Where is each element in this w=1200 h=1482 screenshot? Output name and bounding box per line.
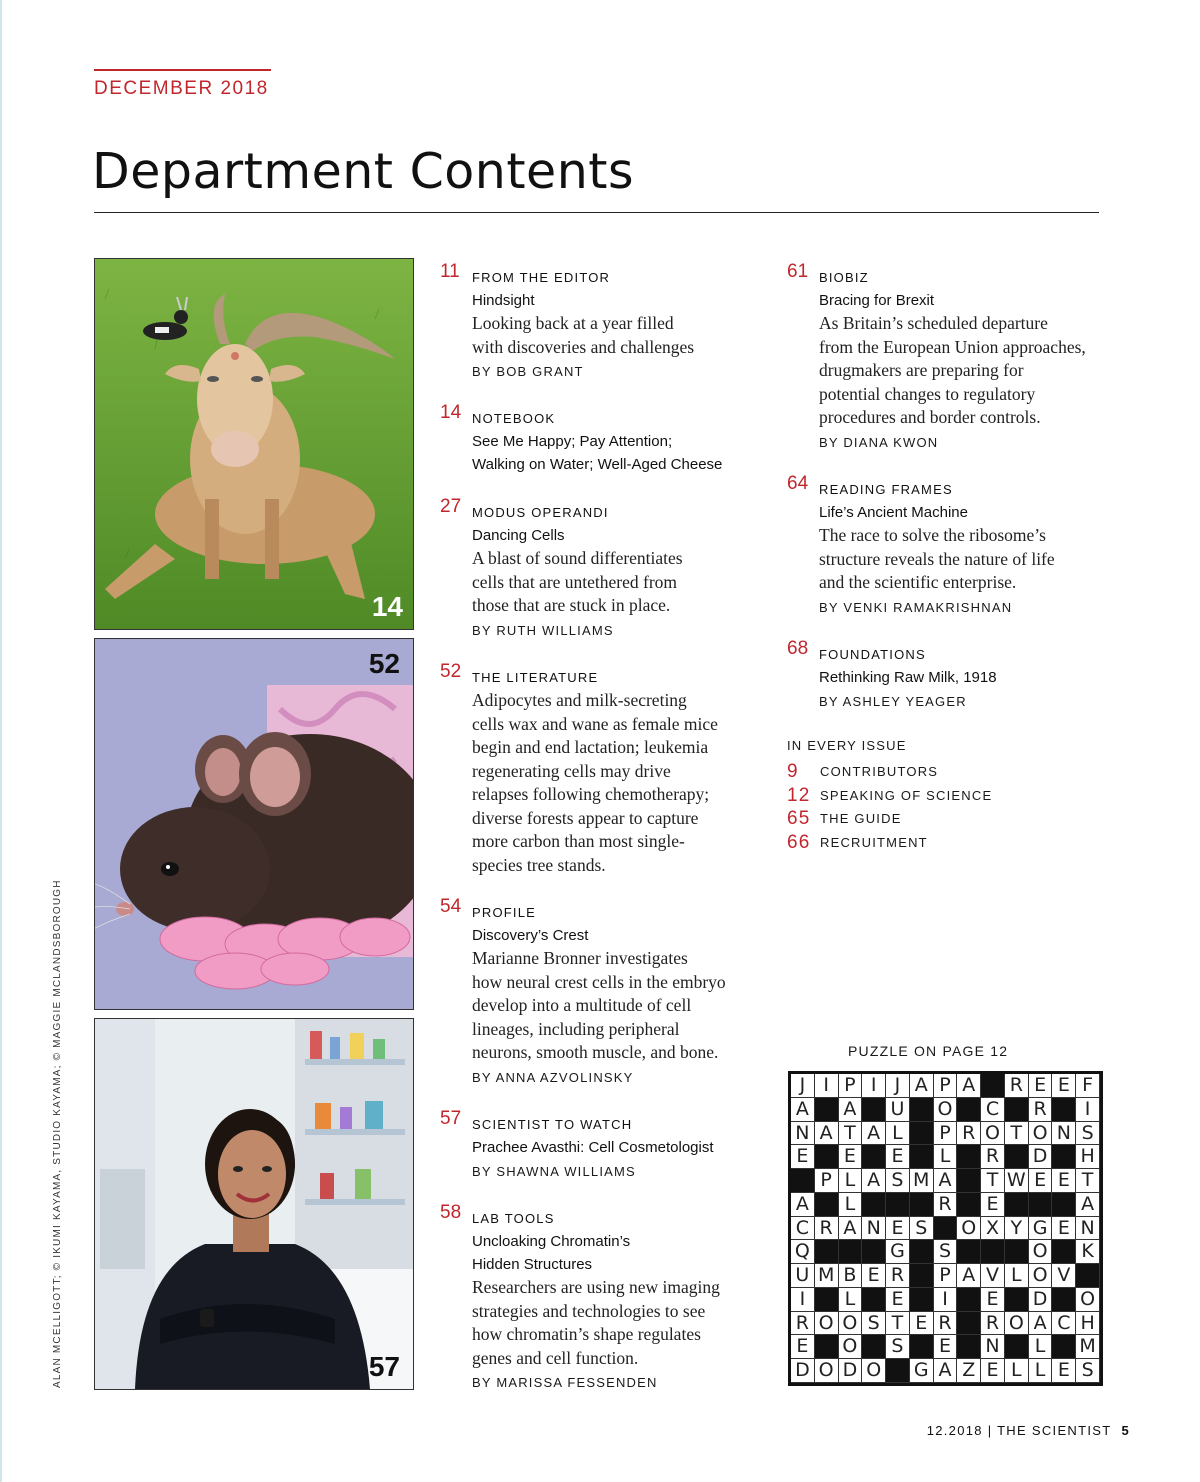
crossword-black-cell	[910, 1288, 934, 1312]
crossword-black-cell	[957, 1240, 981, 1264]
entry-byline: BY VENKI RAMAKRISHNAN	[819, 599, 1013, 615]
crossword-letter-cell: E	[1052, 1169, 1076, 1193]
entry-page: 58	[440, 1202, 462, 1223]
entry-dek: potential changes to regulatory	[819, 383, 1036, 404]
crossword-letter-cell: L	[1029, 1335, 1053, 1359]
crossword-letter-cell: A	[957, 1264, 981, 1288]
entry-byline: BY BOB GRANT	[472, 364, 584, 379]
crossword-black-cell	[886, 1193, 910, 1217]
entry-page: 27	[440, 496, 462, 517]
crossword-letter-cell: N	[862, 1217, 886, 1241]
crossword-black-cell	[839, 1240, 863, 1264]
footer-publication: THE SCIENTIST	[997, 1423, 1112, 1438]
entry-dek: diverse forests appear to capture	[472, 807, 699, 828]
entry-dek: Adipocytes and milk-secreting	[472, 690, 687, 710]
entry-page: 68	[787, 638, 809, 659]
crossword-letter-cell: N	[791, 1122, 815, 1146]
crossword-letter-cell: A	[791, 1098, 815, 1122]
toc-entry-biobiz[interactable]	[787, 261, 1107, 454]
crossword-black-cell	[957, 1145, 981, 1169]
crossword-letter-cell: A	[1029, 1312, 1053, 1336]
crossword-letter-cell: A	[1076, 1193, 1100, 1217]
entry-dek: with discoveries and challenges	[472, 336, 695, 357]
crossword-letter-cell: E	[1052, 1074, 1076, 1098]
crossword-black-cell	[1005, 1240, 1029, 1264]
crossword-black-cell	[910, 1098, 934, 1122]
crossword-letter-cell: G	[1029, 1217, 1053, 1241]
crossword-letter-cell: O	[1076, 1288, 1100, 1312]
entry-dek: begin and end lactation; leukemia	[472, 737, 709, 757]
toc-entry-reading-frames[interactable]	[787, 473, 1107, 619]
crossword-letter-cell: E	[791, 1335, 815, 1359]
crossword-letter-cell: A	[957, 1074, 981, 1098]
entry-byline: BY DIANA KWON	[819, 434, 939, 450]
entry-dek: how neural crest cells in the embryo	[472, 971, 726, 992]
scientist-portrait	[95, 1019, 413, 1389]
crossword-letter-cell: A	[934, 1169, 958, 1193]
entry-byline: BY SHAWNA WILLIAMS	[472, 1164, 636, 1179]
every-issue-item[interactable]	[787, 807, 902, 829]
crossword-grid	[788, 1071, 1103, 1386]
entry-dek: relapses following chemotherapy;	[472, 784, 710, 804]
crossword-letter-cell: W	[1005, 1169, 1029, 1193]
crossword-letter-cell: O	[1005, 1312, 1029, 1336]
crossword-letter-cell: E	[934, 1335, 958, 1359]
crossword-letter-cell: M	[910, 1169, 934, 1193]
crossword-letter-cell: O	[1029, 1264, 1053, 1288]
crossword-letter-cell: E	[839, 1145, 863, 1169]
entry-dek: how chromatin’s shape regulates	[472, 1324, 701, 1344]
crossword-letter-cell: H	[1076, 1145, 1100, 1169]
crossword-black-cell	[934, 1217, 958, 1241]
entry-section: FOUNDATIONS	[819, 647, 926, 662]
item-title: SPEAKING OF SCIENCE	[820, 788, 993, 803]
crossword-black-cell	[1005, 1145, 1029, 1169]
crossword-black-cell	[910, 1264, 934, 1288]
entry-byline: BY ASHLEY YEAGER	[819, 694, 967, 709]
page-footer: 12.2018 | THE SCIENTIST 5	[926, 1423, 1130, 1438]
page-number: 5	[1121, 1423, 1130, 1438]
crossword-letter-cell: R	[957, 1122, 981, 1146]
crossword-letter-cell: A	[815, 1122, 839, 1146]
crossword-letter-cell: L	[839, 1288, 863, 1312]
every-issue-item[interactable]	[787, 831, 928, 853]
crossword-letter-cell: J	[886, 1074, 910, 1098]
entry-page: 11	[440, 261, 460, 282]
crossword-letter-cell: E	[1029, 1169, 1053, 1193]
item-page: 9	[787, 761, 799, 782]
entry-dek: and the scientific enterprise.	[819, 572, 1017, 592]
toc-entry-notebook[interactable]	[440, 402, 780, 476]
crossword-letter-cell: P	[934, 1264, 958, 1288]
crossword-black-cell	[910, 1122, 934, 1146]
crossword-letter-cell: R	[791, 1312, 815, 1336]
crossword-letter-cell: P	[934, 1074, 958, 1098]
mouse-illustration-panel	[94, 638, 414, 1010]
crossword-black-cell	[1052, 1145, 1076, 1169]
entry-headline[interactable]: Dancing Cells	[472, 527, 565, 544]
crossword-black-cell	[886, 1359, 910, 1383]
crossword-letter-cell: T	[839, 1122, 863, 1146]
entry-dek: procedures and border controls.	[819, 407, 1041, 427]
entry-dek: genes and cell function.	[472, 1347, 639, 1368]
crossword-letter-cell: E	[981, 1288, 1005, 1312]
entry-headline[interactable]: Prachee Avasthi: Cell Cosmetologist	[472, 1139, 714, 1156]
entry-headline[interactable]: See Me Happy; Pay Attention;	[472, 433, 673, 450]
crossword-black-cell	[910, 1193, 934, 1217]
crossword-letter-cell: O	[839, 1335, 863, 1359]
crossword-black-cell	[815, 1288, 839, 1312]
crossword-black-cell	[957, 1312, 981, 1336]
crossword-black-cell	[1052, 1288, 1076, 1312]
crossword-letter-cell: E	[886, 1288, 910, 1312]
entry-dek: neurons, smooth muscle, and bone.	[472, 1042, 719, 1062]
entry-headline[interactable]: Discovery’s Crest	[472, 927, 589, 944]
entry-page: 14	[440, 402, 462, 423]
toc-entry-modus-operandi[interactable]	[440, 496, 770, 642]
mouse-illustration	[95, 639, 413, 1009]
crossword-black-cell	[815, 1098, 839, 1122]
entry-dek: structure reveals the nature of life	[819, 548, 1055, 569]
crossword-black-cell	[815, 1240, 839, 1264]
crossword-letter-cell: I	[862, 1074, 886, 1098]
crossword-letter-cell: A	[839, 1098, 863, 1122]
photo-page-label: 14	[371, 591, 403, 622]
entry-dek: strategies and technologies to see	[472, 1300, 706, 1321]
photo-credit: ALAN MCELLIGOTT; © IKUMI KAYAMA, STUDIO KAYAMA; © MAGGIE MCLANDSBOROUGH	[52, 879, 63, 1388]
crossword-letter-cell: E	[1052, 1359, 1076, 1383]
crossword-black-cell	[862, 1335, 886, 1359]
entry-dek: those that are stuck in place.	[472, 595, 671, 615]
crossword-black-cell	[981, 1074, 1005, 1098]
crossword-letter-cell: A	[862, 1122, 886, 1146]
crossword-black-cell	[815, 1145, 839, 1169]
crossword-letter-cell: J	[791, 1074, 815, 1098]
crossword-letter-cell: O	[862, 1359, 886, 1383]
crossword-black-cell	[791, 1169, 815, 1193]
crossword-letter-cell: S	[862, 1312, 886, 1336]
entry-dek: drugmakers are preparing for	[819, 360, 1024, 380]
crossword-letter-cell: R	[934, 1193, 958, 1217]
crossword-letter-cell: E	[981, 1359, 1005, 1383]
crossword-letter-cell: I	[791, 1288, 815, 1312]
crossword-black-cell	[862, 1288, 886, 1312]
month-rule	[94, 69, 271, 71]
entry-headline[interactable]: Walking on Water; Well-Aged Cheese	[472, 456, 723, 473]
crossword-letter-cell: Q	[791, 1240, 815, 1264]
crossword-letter-cell: D	[839, 1359, 863, 1383]
crossword-letter-cell: L	[839, 1169, 863, 1193]
crossword-black-cell	[957, 1335, 981, 1359]
crossword-letter-cell: I	[1076, 1098, 1100, 1122]
entry-section: BIOBIZ	[819, 270, 869, 285]
toc-entry-from-the-editor[interactable]	[440, 261, 770, 383]
crossword-letter-cell: O	[981, 1122, 1005, 1146]
entry-page: 64	[787, 473, 809, 494]
crossword-black-cell	[957, 1288, 981, 1312]
crossword-letter-cell: I	[815, 1074, 839, 1098]
crossword-black-cell	[910, 1240, 934, 1264]
entry-dek: species tree stands.	[472, 854, 606, 875]
crossword-black-cell	[1052, 1193, 1076, 1217]
item-title: THE GUIDE	[820, 811, 902, 826]
crossword-black-cell	[1005, 1193, 1029, 1217]
crossword-letter-cell: A	[910, 1074, 934, 1098]
crossword-letter-cell: O	[1029, 1122, 1053, 1146]
entry-dek: cells that are untethered from	[472, 571, 678, 592]
crossword-letter-cell: A	[862, 1169, 886, 1193]
crossword-letter-cell: S	[886, 1335, 910, 1359]
crossword-letter-cell: X	[981, 1217, 1005, 1241]
entry-section: PROFILE	[472, 905, 537, 920]
footer-issue: 12.2018	[926, 1423, 983, 1438]
entry-dek: As Britain’s scheduled departure	[819, 313, 1048, 333]
entry-headline[interactable]: Bracing for Brexit	[819, 292, 935, 309]
crossword-letter-cell: Y	[1005, 1217, 1029, 1241]
item-title: CONTRIBUTORS	[820, 764, 939, 779]
photo-page-label: 52	[368, 648, 400, 679]
crossword-letter-cell: S	[1076, 1122, 1100, 1146]
crossword-letter-cell: T	[981, 1169, 1005, 1193]
toc-entry-foundations[interactable]	[787, 638, 1107, 713]
crossword-letter-cell: E	[981, 1193, 1005, 1217]
crossword-letter-cell: E	[1029, 1074, 1053, 1098]
crossword-letter-cell: L	[1029, 1359, 1053, 1383]
crossword-letter-cell: P	[839, 1074, 863, 1098]
entry-dek: cells wax and wane as female mice	[472, 713, 718, 734]
crossword-letter-cell: O	[815, 1359, 839, 1383]
crossword-letter-cell: R	[886, 1264, 910, 1288]
entry-headline[interactable]: Uncloaking Chromatin’s	[472, 1233, 631, 1250]
item-page: 65	[787, 808, 811, 829]
scientist-photo	[94, 1018, 414, 1390]
crossword-black-cell	[862, 1098, 886, 1122]
crossword-letter-cell: T	[886, 1312, 910, 1336]
crossword-black-cell	[957, 1193, 981, 1217]
crossword-black-cell	[815, 1335, 839, 1359]
crossword-letter-cell: Z	[957, 1359, 981, 1383]
entry-headline[interactable]: Hindsight	[472, 292, 535, 309]
crossword-letter-cell: S	[1076, 1359, 1100, 1383]
crossword-letter-cell: M	[1076, 1335, 1100, 1359]
title-divider	[94, 212, 1099, 213]
crossword-letter-cell: I	[934, 1288, 958, 1312]
crossword-letter-cell: R	[981, 1312, 1005, 1336]
crossword-letter-cell: U	[791, 1264, 815, 1288]
entry-section: FROM THE EDITOR	[472, 270, 611, 285]
entry-headline[interactable]: Hidden Structures	[472, 1256, 593, 1273]
crossword-letter-cell: A	[791, 1193, 815, 1217]
crossword-letter-cell: H	[1076, 1312, 1100, 1336]
crossword-letter-cell: C	[981, 1098, 1005, 1122]
entry-section: READING FRAMES	[819, 482, 953, 497]
entry-section: SCIENTIST TO WATCH	[472, 1117, 633, 1132]
entry-section: MODUS OPERANDI	[472, 505, 609, 520]
crossword-letter-cell: P	[815, 1169, 839, 1193]
entry-dek: develop into a multitude of cell	[472, 995, 692, 1015]
entry-section: THE LITERATURE	[472, 670, 599, 685]
item-page: 12	[787, 785, 811, 806]
entry-dek: Looking back at a year filled	[472, 313, 674, 333]
issue-month: DECEMBER 2018	[94, 78, 269, 99]
crossword-letter-cell: R	[1005, 1074, 1029, 1098]
crossword-letter-cell: F	[1076, 1074, 1100, 1098]
item-title: RECRUITMENT	[820, 835, 928, 850]
goat-photo	[94, 258, 414, 630]
crossword-letter-cell: S	[934, 1240, 958, 1264]
entry-section: NOTEBOOK	[472, 411, 556, 426]
crossword-black-cell	[981, 1240, 1005, 1264]
crossword-letter-cell: D	[791, 1359, 815, 1383]
crossword-letter-cell: V	[1052, 1264, 1076, 1288]
crossword-letter-cell: O	[815, 1312, 839, 1336]
entry-page: 52	[440, 661, 462, 682]
crossword-letter-cell: E	[862, 1264, 886, 1288]
crossword-black-cell	[1005, 1098, 1029, 1122]
crossword-black-cell	[957, 1098, 981, 1122]
crossword-black-cell	[1052, 1098, 1076, 1122]
crossword-letter-cell: L	[1005, 1359, 1029, 1383]
crossword-letter-cell: R	[1029, 1098, 1053, 1122]
crossword-letter-cell: C	[1052, 1312, 1076, 1336]
entry-byline: BY ANNA AZVOLINSKY	[472, 1069, 634, 1085]
crossword-black-cell	[862, 1145, 886, 1169]
crossword-letter-cell: A	[934, 1359, 958, 1383]
toc-entry-lab-tools[interactable]	[440, 1202, 770, 1394]
entry-dek: A blast of sound differentiates	[472, 548, 683, 568]
puzzle-title: PUZZLE ON PAGE 12	[848, 1043, 1009, 1059]
crossword-letter-cell: E	[1052, 1217, 1076, 1241]
toc-entry-scientist-to-watch[interactable]	[440, 1108, 770, 1183]
every-issue-item[interactable]	[787, 760, 938, 782]
crossword-letter-cell: L	[1005, 1264, 1029, 1288]
crossword-black-cell	[910, 1335, 934, 1359]
crossword-black-cell	[1005, 1335, 1029, 1359]
crossword-letter-cell: B	[839, 1264, 863, 1288]
entry-page: 61	[787, 261, 809, 282]
crossword-letter-cell: D	[1029, 1145, 1053, 1169]
entry-byline: BY MARISSA FESSENDEN	[472, 1375, 658, 1390]
entry-dek: from the European Union approaches,	[819, 336, 1086, 357]
every-issue-label: IN EVERY ISSUE	[787, 738, 907, 753]
crossword-letter-cell: V	[981, 1264, 1005, 1288]
crossword-black-cell	[862, 1240, 886, 1264]
crossword-letter-cell: E	[886, 1145, 910, 1169]
entry-headline[interactable]: Rethinking Raw Milk, 1918	[819, 669, 997, 686]
crossword-black-cell	[1052, 1335, 1076, 1359]
crossword-letter-cell: R	[934, 1312, 958, 1336]
crossword-black-cell	[910, 1145, 934, 1169]
crossword-black-cell	[1005, 1288, 1029, 1312]
crossword-letter-cell: S	[910, 1217, 934, 1241]
crossword-letter-cell: O	[1029, 1240, 1053, 1264]
crossword-letter-cell: R	[981, 1145, 1005, 1169]
crossword-letter-cell: T	[1005, 1122, 1029, 1146]
goat-illustration	[95, 259, 413, 629]
crossword-letter-cell: T	[1076, 1169, 1100, 1193]
photo-page-label: 57	[368, 1351, 400, 1382]
crossword-letter-cell: L	[839, 1193, 863, 1217]
crossword-letter-cell: E	[791, 1145, 815, 1169]
crossword-black-cell	[1029, 1193, 1053, 1217]
crossword-black-cell	[1052, 1240, 1076, 1264]
every-issue-item[interactable]	[787, 784, 992, 806]
crossword-letter-cell: U	[886, 1098, 910, 1122]
crossword-letter-cell: G	[910, 1359, 934, 1383]
crossword-letter-cell: R	[815, 1217, 839, 1241]
crossword-letter-cell: D	[1029, 1288, 1053, 1312]
crossword-letter-cell: G	[886, 1240, 910, 1264]
crossword-black-cell	[957, 1169, 981, 1193]
entry-section: LAB TOOLS	[472, 1211, 555, 1226]
crossword-black-cell	[815, 1193, 839, 1217]
crossword-letter-cell: O	[839, 1312, 863, 1336]
crossword-letter-cell: P	[934, 1122, 958, 1146]
crossword-letter-cell: K	[1076, 1240, 1100, 1264]
crossword-letter-cell: A	[839, 1217, 863, 1241]
crossword-black-cell	[862, 1193, 886, 1217]
toc-entry-profile[interactable]	[440, 896, 770, 1089]
entry-dek: more carbon than most single-	[472, 831, 685, 851]
crossword-letter-cell: L	[886, 1122, 910, 1146]
crossword-letter-cell: C	[791, 1217, 815, 1241]
entry-dek: The race to solve the ribosome’s	[819, 525, 1046, 545]
item-page: 66	[787, 832, 811, 853]
entry-byline: BY RUTH WILLIAMS	[472, 622, 614, 638]
entry-page: 57	[440, 1108, 462, 1129]
crossword-letter-cell: S	[886, 1169, 910, 1193]
crossword-black-cell	[1076, 1264, 1100, 1288]
entry-dek: Researchers are using new imaging	[472, 1277, 720, 1297]
entry-dek: Marianne Bronner investigates	[472, 948, 688, 968]
toc-entry-the-literature[interactable]	[440, 661, 770, 877]
page-title: Department Contents	[92, 143, 634, 200]
crossword-letter-cell: O	[957, 1217, 981, 1241]
crossword-letter-cell: N	[1076, 1217, 1100, 1241]
crossword-letter-cell: L	[934, 1145, 958, 1169]
crossword-letter-cell: N	[1052, 1122, 1076, 1146]
page-edge-rule	[0, 0, 2, 1482]
entry-page: 54	[440, 896, 462, 917]
crossword-letter-cell: M	[815, 1264, 839, 1288]
entry-dek: regenerating cells may drive	[472, 760, 671, 781]
entry-headline[interactable]: Life’s Ancient Machine	[819, 504, 968, 521]
crossword-letter-cell: E	[910, 1312, 934, 1336]
entry-dek: lineages, including peripheral	[472, 1018, 680, 1039]
crossword-letter-cell: O	[934, 1098, 958, 1122]
crossword-letter-cell: E	[886, 1217, 910, 1241]
crossword-letter-cell: N	[981, 1335, 1005, 1359]
